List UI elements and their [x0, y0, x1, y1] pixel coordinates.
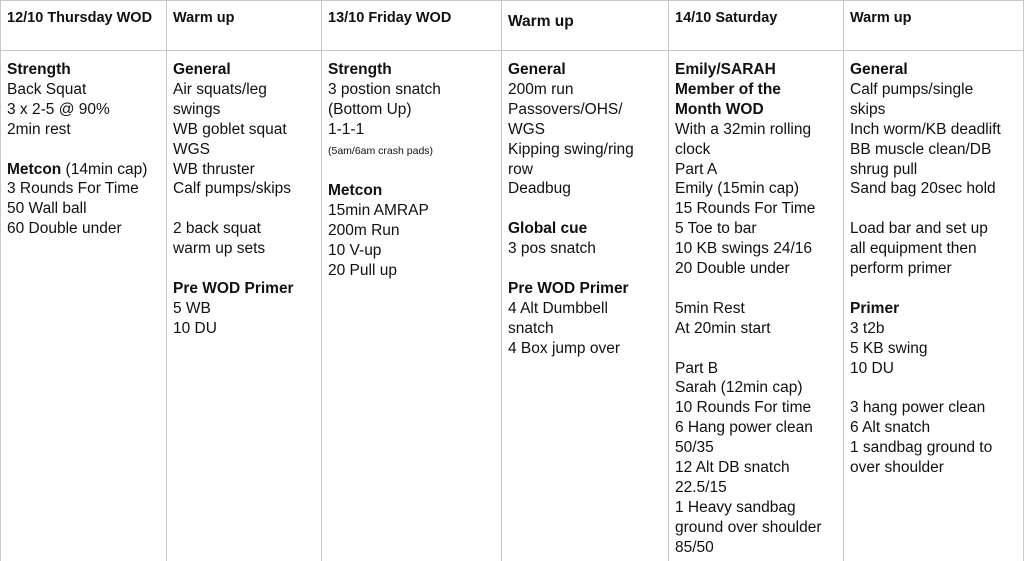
- workout-line: [850, 458, 1023, 478]
- workout-line: [7, 219, 166, 239]
- blank-line: [508, 199, 668, 219]
- column-body: [1, 51, 166, 239]
- workout-line: [173, 219, 321, 239]
- workout-line: [173, 120, 321, 140]
- workout-line: [328, 261, 501, 281]
- section-heading: Pre WOD Primer: [173, 279, 294, 297]
- workout-line: [7, 120, 166, 140]
- workout-line: [173, 100, 321, 120]
- line-text: all equipment then: [850, 240, 977, 258]
- workout-line: [850, 239, 1023, 259]
- line-text: WB goblet squat: [173, 120, 287, 138]
- line-text: 60 Double under: [7, 220, 122, 238]
- workout-line: [850, 438, 1023, 458]
- line-text: 3 pos snatch: [508, 240, 596, 258]
- workout-line: [850, 140, 1023, 160]
- blank-line: [675, 279, 843, 299]
- line-text: 4 Box jump over: [508, 339, 620, 357]
- line-text: (14min cap): [61, 160, 148, 178]
- workout-line: [173, 140, 321, 160]
- column-saturday-wod: [669, 1, 844, 561]
- section-heading: General: [508, 61, 566, 78]
- line-text: With a 32min rolling: [675, 120, 812, 138]
- line-text: 1 sandbag ground to: [850, 439, 993, 457]
- line-text: row: [508, 160, 533, 178]
- line-text: Emily (15min cap): [675, 180, 800, 198]
- workout-line: [173, 239, 321, 259]
- workout-line: [7, 179, 166, 199]
- line-text: BB muscle clean/DB: [850, 140, 992, 158]
- workout-line: [675, 179, 843, 199]
- workout-line: [328, 181, 501, 201]
- workout-line: [328, 140, 501, 162]
- line-text: Load bar and set up: [850, 220, 988, 238]
- blank-line: [675, 339, 843, 359]
- blank-line: [850, 378, 1023, 398]
- blank-line: [850, 199, 1023, 219]
- column-header: Warm up: [844, 1, 1023, 51]
- workout-line: [173, 299, 321, 319]
- workout-line: [508, 160, 668, 180]
- line-text: 85/50: [675, 538, 714, 556]
- workout-line: [675, 498, 843, 518]
- line-text: 20 Pull up: [328, 262, 397, 280]
- line-text: 10 DU: [850, 359, 894, 377]
- workout-line: [675, 418, 843, 438]
- line-text: Sarah (12min cap): [675, 379, 803, 397]
- workout-line: [675, 80, 843, 100]
- column-thursday-warmup: [167, 1, 322, 561]
- line-text: 20 Double under: [675, 260, 790, 278]
- line-text: 12 Alt DB snatch: [675, 459, 790, 477]
- line-text: Deadbug: [508, 180, 571, 198]
- line-text: Calf pumps/skips: [173, 180, 292, 198]
- column-body: [669, 51, 843, 558]
- column-header: 12/10 Thursday WOD: [1, 1, 166, 51]
- line-text: 3 t2b: [850, 319, 885, 337]
- workout-line: [7, 80, 166, 100]
- workout-line: [173, 179, 321, 199]
- workout-line: [850, 259, 1023, 279]
- blank-line: [850, 279, 1023, 299]
- workout-line: [173, 319, 321, 339]
- line-text: warm up sets: [173, 240, 266, 258]
- line-text: 5 WB: [173, 299, 211, 317]
- workout-line: [7, 60, 166, 80]
- line-text: clock: [675, 140, 711, 158]
- line-text: (5am/6am crash pads): [328, 144, 434, 157]
- workout-line: [675, 239, 843, 259]
- blank-line: [7, 140, 166, 160]
- line-text: Kipping swing/ring: [508, 140, 634, 158]
- workout-line: [675, 438, 843, 458]
- line-text: Back Squat: [7, 80, 87, 98]
- workout-line: [173, 80, 321, 100]
- line-text: 15min AMRAP: [328, 202, 429, 220]
- line-text: 5 KB swing: [850, 339, 928, 357]
- line-text: 15 Rounds For Time: [675, 200, 816, 218]
- workout-line: [675, 359, 843, 379]
- workout-line: [508, 219, 668, 239]
- workout-line: [328, 80, 501, 100]
- workout-line: [508, 339, 668, 359]
- line-text: 3 Rounds For Time: [7, 180, 139, 198]
- workout-line: [508, 60, 668, 80]
- line-text: 22.5/15: [675, 479, 727, 496]
- section-heading: Emily/SARAH: [675, 61, 776, 78]
- section-heading: Member of the: [675, 80, 781, 98]
- workout-line: [675, 60, 843, 80]
- workout-line: [675, 120, 843, 140]
- column-body: [322, 51, 501, 281]
- line-text: 3 postion snatch: [328, 80, 441, 98]
- section-heading: Metcon: [7, 160, 62, 178]
- line-text: swings: [173, 100, 221, 118]
- workout-line: [850, 359, 1023, 379]
- workout-line: [850, 418, 1023, 438]
- workout-line: [508, 279, 668, 299]
- workout-line: [7, 160, 166, 180]
- workout-line: [850, 60, 1023, 80]
- column-header: Warm up: [502, 1, 668, 51]
- workout-line: [7, 100, 166, 120]
- column-header: 13/10 Friday WOD: [322, 1, 501, 51]
- line-text: 2min rest: [7, 120, 71, 138]
- line-text: Sand bag 20sec hold: [850, 180, 996, 198]
- line-text: over shoulder: [850, 459, 944, 477]
- workout-line: [328, 241, 501, 261]
- workout-line: [173, 279, 321, 299]
- workout-line: [850, 100, 1023, 120]
- column-friday-wod: [322, 1, 502, 561]
- line-text: 3 x 2-5 @ 90%: [7, 100, 110, 118]
- line-text: Air squats/leg: [173, 80, 267, 98]
- workout-line: [850, 219, 1023, 239]
- column-header: 14/10 Saturday: [669, 1, 843, 51]
- column-body: [502, 51, 668, 359]
- line-text: shrug pull: [850, 160, 918, 178]
- workout-line: [675, 299, 843, 319]
- line-text: skips: [850, 100, 886, 118]
- line-text: 50/35: [675, 439, 714, 457]
- column-body: [844, 51, 1023, 478]
- line-text: 2 back squat: [173, 220, 261, 238]
- blank-line: [508, 259, 668, 279]
- workout-line: [508, 179, 668, 199]
- workout-line: [850, 339, 1023, 359]
- section-heading: Strength: [7, 61, 71, 78]
- workout-line: [508, 239, 668, 259]
- line-text: Part A: [675, 160, 718, 178]
- line-text: (Bottom Up): [328, 100, 412, 118]
- workout-line: [850, 120, 1023, 140]
- workout-line: [675, 100, 843, 120]
- workout-line: [675, 478, 843, 498]
- line-text: 1 Heavy sandbag: [675, 498, 796, 516]
- line-text: 5 Toe to bar: [675, 220, 757, 238]
- blank-line: [173, 199, 321, 219]
- workout-line: [328, 120, 501, 140]
- workout-line: [328, 100, 501, 120]
- line-text: 6 Hang power clean: [675, 419, 813, 437]
- line-text: 200m Run: [328, 222, 400, 240]
- blank-line: [173, 259, 321, 279]
- section-heading: General: [850, 61, 908, 78]
- line-text: 6 Alt snatch: [850, 419, 931, 437]
- workout-line: [850, 80, 1023, 100]
- workout-line: [328, 221, 501, 241]
- workout-line: [508, 299, 668, 319]
- column-saturday-warmup: [844, 1, 1024, 561]
- line-text: 10 DU: [173, 319, 217, 337]
- workout-line: [173, 60, 321, 80]
- workout-line: [675, 259, 843, 279]
- blank-line: [328, 162, 501, 182]
- line-text: 5min Rest: [675, 299, 745, 317]
- line-text: 10 V-up: [328, 242, 382, 260]
- section-heading: Metcon: [328, 182, 383, 200]
- line-text: 10 KB swings 24/16: [675, 240, 813, 258]
- section-heading: Primer: [850, 299, 900, 317]
- line-text: WGS: [173, 140, 211, 158]
- line-text: snatch: [508, 319, 554, 337]
- workout-line: [850, 160, 1023, 180]
- workout-line: [508, 319, 668, 339]
- column-friday-warmup: [502, 1, 669, 561]
- workout-line: [675, 140, 843, 160]
- line-text: Calf pumps/single: [850, 80, 974, 98]
- section-heading: Month WOD: [675, 100, 764, 118]
- line-text: 3 hang power clean: [850, 399, 986, 417]
- workout-line: [850, 179, 1023, 199]
- line-text: 1-1-1: [328, 120, 365, 138]
- column-header: Warm up: [167, 1, 321, 51]
- line-text: Inch worm/KB deadlift: [850, 120, 1001, 138]
- section-heading: Strength: [328, 61, 392, 78]
- line-text: perform primer: [850, 260, 952, 278]
- workout-line: [173, 160, 321, 180]
- workout-line: [675, 378, 843, 398]
- line-text: At 20min start: [675, 319, 771, 337]
- line-text: 10 Rounds For time: [675, 399, 812, 417]
- line-text: Part B: [675, 359, 719, 377]
- section-heading: Global cue: [508, 220, 588, 238]
- workout-line: [850, 398, 1023, 418]
- workout-line: [7, 199, 166, 219]
- column-thursday-wod: [0, 1, 167, 561]
- line-text: Passovers/OHS/: [508, 100, 623, 118]
- line-text: ground over shoulder: [675, 518, 822, 536]
- line-text: WB thruster: [173, 160, 255, 178]
- workout-line: [675, 160, 843, 180]
- line-text: 50 Wall ball: [7, 200, 87, 218]
- workout-line: [850, 319, 1023, 339]
- section-heading: Pre WOD Primer: [508, 279, 629, 297]
- workout-line: [508, 120, 668, 140]
- workout-line: [675, 319, 843, 339]
- workout-line: [675, 398, 843, 418]
- line-text: 4 Alt Dumbbell: [508, 299, 608, 317]
- workout-line: [328, 201, 501, 221]
- line-text: WGS: [508, 120, 546, 138]
- line-text: 200m run: [508, 80, 574, 98]
- workout-line: [675, 219, 843, 239]
- workout-line: [675, 538, 843, 558]
- workout-line: [508, 100, 668, 120]
- workout-line: [675, 518, 843, 538]
- workout-line: [675, 199, 843, 219]
- section-heading: General: [173, 61, 231, 78]
- workout-line: [675, 458, 843, 478]
- workout-line: [328, 60, 501, 80]
- column-body: [167, 51, 321, 339]
- workout-line: [508, 80, 668, 100]
- workout-line: [508, 140, 668, 160]
- workout-line: [850, 299, 1023, 319]
